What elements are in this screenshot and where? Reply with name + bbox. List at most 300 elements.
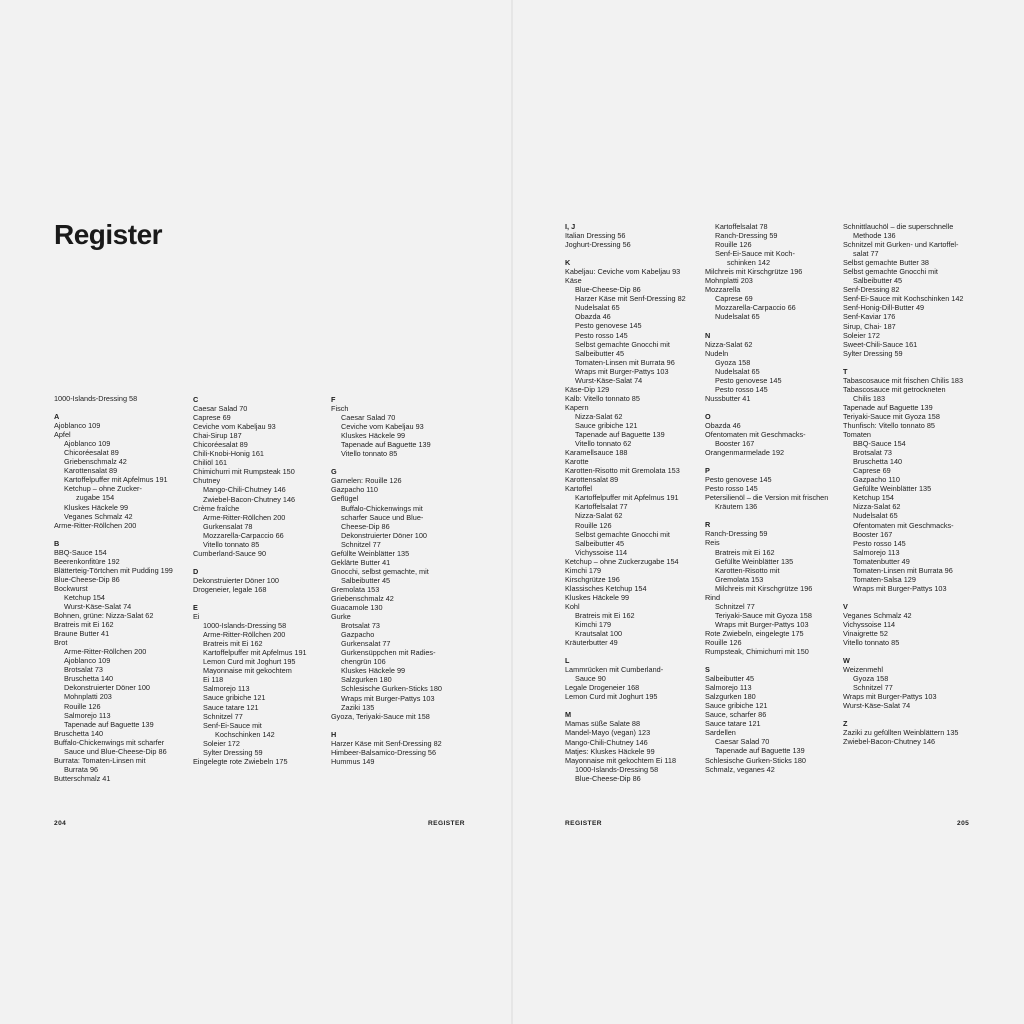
index-entry: Kluskes Häckele 99 [565, 592, 630, 602]
index-entry: Mayonnaise mit gekochtem Ei 118 [565, 755, 676, 765]
index-entry: Senf-Dressing 82 [843, 285, 900, 295]
index-entry: Crème fraîche [193, 503, 240, 513]
index-entry: Blätterteig-Törtchen mit Pudding 199 [54, 565, 173, 575]
index-subentry: Pesto rosso 145 [715, 384, 768, 394]
letter-heading: V [843, 601, 848, 611]
index-entry: Caesar Salad 70 [193, 404, 248, 414]
index-entry: Mandel-Mayo (vegan) 123 [565, 728, 651, 738]
index-subentry: Salbeibutter 45 [575, 348, 625, 358]
index-entry: Kalb: Vitello tonnato 85 [565, 393, 640, 403]
index-entry: Gefüllte Weinblätter 135 [331, 548, 410, 558]
letter-heading: K [565, 258, 571, 268]
index-entry: Italian Dressing 56 [565, 231, 626, 241]
index-subentry: Ketchup 154 [64, 592, 105, 602]
index-subentry: Nizza-Salat 62 [853, 502, 901, 512]
index-entry: Guacamole 130 [331, 603, 383, 613]
index-subentry: Vitello tonnato 85 [203, 539, 260, 549]
index-entry: Brot [54, 638, 68, 648]
index-subentry: Vitello tonnato 62 [575, 439, 632, 449]
index-subentry: Schnitzel 77 [853, 683, 893, 693]
index-subentry: Gefüllte Weinblätter 135 [853, 484, 932, 494]
index-subentry: Ketchup – ohne Zucker- [64, 484, 142, 494]
index-entry: Dekonstruierter Döner 100 [193, 575, 279, 585]
index-entry: Thunfisch: Vitello tonnato 85 [843, 420, 935, 430]
index-subentry: Harzer Käse mit Senf-Dressing 82 [575, 294, 686, 304]
index-subentry: Salmorejo 113 [203, 684, 250, 694]
index-subentry: Kartoffelpuffer mit Apfelmus 191 [575, 493, 679, 503]
index-subentry: Kluskes Häckele 99 [64, 502, 129, 512]
index-subentry: Ketchup 154 [853, 493, 894, 503]
index-entry: Legale Drogeneier 168 [565, 683, 640, 693]
index-entry: Karamellsauce 188 [565, 448, 628, 458]
index-subentry: Buffalo-Chickenwings mit [341, 503, 423, 513]
index-entry: Wurst-Käse-Salat 74 [843, 701, 911, 711]
index-subentry: Sylter Dressing 59 [203, 747, 263, 757]
index-entry: Sirup, Chai- 187 [843, 321, 896, 331]
index-subentry: Caesar Salad 70 [715, 737, 770, 747]
index-subentry: Karottensalat 89 [64, 466, 118, 476]
index-subentry: Gyoza 158 [853, 674, 889, 684]
index-subentry: Methode 136 [853, 231, 896, 241]
letter-heading: I, J [565, 222, 576, 231]
index-subentry: Wurst-Käse-Salat 74 [575, 375, 643, 385]
index-subentry: Tapenade auf Baguette 139 [575, 430, 665, 440]
index-entry: Butterschmalz 41 [54, 773, 111, 783]
index-column-5 [705, 222, 841, 774]
index-entry: Käse [565, 276, 582, 286]
index-subentry: Zaziki 135 [341, 702, 375, 712]
running-head-right: REGISTER [565, 820, 602, 827]
index-entry: Apfel [54, 430, 71, 440]
index-entry: Schmalz, veganes 42 [705, 764, 775, 774]
index-subentry: Mohnplatti 203 [64, 692, 112, 702]
index-entry: Zwiebel-Bacon-Chutney 146 [843, 737, 936, 747]
index-entry: Sweet-Chili-Sauce 161 [843, 339, 918, 349]
index-subentry: Caprese 69 [853, 466, 891, 476]
index-subentry: salat 77 [853, 249, 879, 259]
index-subentry: Tomatenbutter 49 [853, 556, 910, 566]
index-entry: Mamas süße Salate 88 [565, 719, 641, 729]
letter-heading: F [331, 395, 336, 404]
index-entry: Senf-Ei-Sauce mit Kochschinken 142 [843, 294, 964, 304]
index-subentry: Bratreis mit Ei 162 [575, 610, 635, 620]
index-entry: Hummus 149 [331, 756, 375, 766]
letter-heading: R [705, 520, 711, 530]
index-subentry: Booster 167 [715, 439, 755, 449]
index-entry: Orangenmarmelade 192 [705, 448, 785, 458]
index-entry: Mohnplatti 203 [705, 276, 753, 286]
index-entry: Karotten-Risotto mit Gremolata 153 [565, 466, 680, 476]
index-entry: Pesto rosso 145 [705, 484, 758, 494]
letter-heading: N [705, 330, 711, 340]
index-entry: Himbeer-Balsamico-Dressing 56 [331, 747, 437, 757]
index-subentry: Wraps mit Burger-Pattys 103 [715, 619, 809, 629]
index-subentry: Mozzarella-Carpaccio 66 [715, 303, 796, 313]
page-number-left: 204 [54, 820, 67, 827]
index-subentry: Ceviche vom Kabeljau 93 [341, 422, 424, 432]
index-entry: Klassisches Ketchup 154 [565, 583, 647, 593]
index-entry: Sardellen [705, 728, 736, 738]
index-subentry: Kartoffelsalat 78 [715, 222, 768, 231]
index-subentry: Salzgurken 180 [341, 675, 392, 685]
index-subentry: Sauce gribiche 121 [575, 420, 638, 430]
index-entry: Zaziki zu gefüllten Weinblättern 135 [843, 728, 959, 738]
index-entry: Beerenkonfitüre 192 [54, 556, 120, 566]
index-subentry: Tapenade auf Baguette 139 [715, 746, 805, 756]
index-entry: Mango-Chili-Chutney 146 [565, 737, 648, 747]
index-subentry: Ajoblanco 109 [64, 656, 111, 666]
index-entry: Braune Butter 41 [54, 629, 110, 639]
index-entry: Soleier 172 [843, 330, 880, 340]
index-subentry: Mozzarella-Carpaccio 66 [203, 530, 284, 540]
index-entry: Ceviche vom Kabeljau 93 [193, 422, 276, 432]
index-entry: Obazda 46 [705, 420, 741, 430]
index-entry: Sauce tatare 121 [705, 719, 761, 729]
index-subentry: Sauce und Blue-Cheese-Dip 86 [64, 746, 167, 756]
letter-heading: G [331, 467, 337, 477]
letter-heading: H [331, 729, 337, 739]
index-subentry: Wurst-Käse-Salat 74 [64, 601, 132, 611]
index-entry: Vitello tonnato 85 [843, 638, 900, 648]
index-subentry: Gazpacho 110 [853, 475, 900, 485]
index-column-6 [843, 222, 979, 747]
index-entry: Rumpsteak, Chimichurri mit 150 [705, 647, 809, 657]
index-subentry: Tomaten-Linsen mit Burrata 96 [575, 357, 675, 367]
index-entry: Burrata: Tomaten-Linsen mit [54, 755, 146, 765]
index-subentry: Schlesische Gurken-Sticks 180 [341, 684, 442, 694]
index-column-4 [565, 222, 701, 783]
index-entry: Cumberland-Sauce 90 [193, 548, 267, 558]
index-subentry: Kartoffelpuffer mit Apfelmus 191 [64, 475, 168, 485]
index-subentry: Salbeibutter 45 [853, 276, 903, 286]
index-entry: Wraps mit Burger-Pattys 103 [843, 692, 937, 702]
index-subentry: Ranch-Dressing 59 [715, 231, 778, 241]
index-subentry: Nudelsalat 65 [715, 312, 760, 322]
page-gutter [511, 0, 513, 1024]
page-title: Register [54, 219, 163, 250]
index-entry: Salmorejo 113 [705, 683, 752, 693]
index-subentry: Nudelsalat 65 [715, 366, 760, 376]
index-subentry: Kimchi 179 [575, 620, 612, 630]
index-subentry: Ei 118 [203, 675, 224, 685]
index-subentry: Soleier 172 [203, 738, 240, 748]
index-entry: Bockwurst [54, 583, 88, 593]
index-subentry: Pesto genovese 145 [715, 375, 782, 385]
index-entry: Schnitzel mit Gurken- und Kartoffel- [843, 240, 959, 250]
index-subentry: Krautsalat 100 [575, 629, 623, 639]
index-subentry: Mayonnaise mit gekochtem [203, 666, 292, 676]
index-subentry: Blue-Cheese-Dip 86 [575, 773, 641, 783]
letter-heading: B [54, 538, 60, 548]
letter-heading: M [565, 710, 572, 720]
index-entry: Salzgurken 180 [705, 692, 756, 702]
index-entry: Veganes Schmalz 42 [843, 610, 912, 620]
index-subentry: Wraps mit Burger-Pattys 103 [853, 583, 947, 593]
index-entry: Milchreis mit Kirschgrütze 196 [705, 267, 803, 277]
index-subentry: Bratreis mit Ei 162 [715, 547, 775, 557]
index-entry: Weizenmehl [843, 665, 884, 675]
index-entry: Griebenschmalz 42 [331, 593, 394, 603]
index-entry: Selbst gemachte Gnocchi mit [843, 267, 938, 277]
index-subentry: Schnitzel 77 [341, 539, 381, 549]
index-subentry: Chilis 183 [853, 393, 886, 403]
index-subentry: Brotsalat 73 [341, 621, 380, 631]
index-entry: Kräuterbutter 49 [565, 638, 618, 648]
index-entry: Garnelen: Rouille 126 [331, 476, 402, 486]
index-subentry: Obazda 46 [575, 312, 611, 322]
index-subentry: Sauce 90 [575, 674, 606, 684]
index-continuation: schinken 142 [727, 258, 771, 268]
index-entry: Gazpacho 110 [331, 485, 378, 495]
index-entry: Chai-Sirup 187 [193, 431, 242, 441]
index-entry: Joghurt-Dressing 56 [565, 240, 631, 250]
index-subentry: Nudelsalat 65 [853, 511, 898, 521]
index-entry: Ketchup – ohne Zuckerzugabe 154 [565, 556, 679, 566]
index-subentry: Veganes Schmalz 42 [64, 511, 133, 521]
index-entry: Eingelegte rote Zwiebeln 175 [193, 756, 288, 766]
index-subentry: Senf-Ei-Sauce mit Koch- [715, 249, 795, 259]
letter-heading: Z [843, 719, 848, 729]
index-subentry: Kartoffelpuffer mit Apfelmus 191 [203, 648, 307, 658]
index-entry: Senf-Kaviar 176 [843, 312, 896, 322]
index-entry: Nizza-Salat 62 [705, 339, 753, 349]
index-subentry: Gefüllte Weinblätter 135 [715, 556, 794, 566]
index-subentry: Nizza-Salat 62 [575, 511, 623, 521]
index-column-1 [54, 394, 190, 783]
index-entry: Salbeibutter 45 [705, 674, 755, 684]
index-entry: Nussbutter 41 [705, 393, 751, 403]
index-entry: Pesto genovese 145 [705, 475, 772, 485]
index-subentry: 1000-Islands-Dressing 58 [575, 764, 659, 774]
index-subentry: Chicoréesalat 89 [64, 448, 119, 458]
index-entry: Matjes: Kluskes Häckele 99 [565, 746, 655, 756]
index-subentry: Blue-Cheese-Dip 86 [575, 285, 641, 295]
index-subentry: Nizza-Salat 62 [575, 411, 623, 421]
letter-heading: O [705, 411, 711, 421]
index-entry: BBQ-Sauce 154 [54, 547, 107, 557]
index-subentry: Booster 167 [853, 529, 893, 539]
running-head-left: REGISTER [428, 820, 465, 827]
letter-heading: L [565, 656, 570, 666]
index-subentry: Burrata 96 [64, 764, 99, 774]
index-subentry: Lemon Curd mit Joghurt 195 [203, 657, 296, 667]
letter-heading: W [843, 656, 850, 666]
index-subentry: 1000-Islands-Dressing 58 [203, 621, 287, 631]
index-subentry: Sauce gribiche 121 [203, 693, 266, 703]
index-entry: Chutney [193, 476, 221, 486]
index-subentry: Tomaten-Linsen mit Burrata 96 [853, 565, 953, 575]
index-entry: Ofentomaten mit Geschmacks- [705, 429, 806, 439]
index-subentry: Caprese 69 [715, 294, 753, 304]
letter-heading: T [843, 366, 848, 376]
index-subentry: Tomaten-Salsa 129 [853, 574, 916, 584]
index-subentry: Kluskes Häckele 99 [341, 431, 406, 441]
index-entry: Kartoffel [565, 484, 593, 494]
index-subentry: Ajoblanco 109 [64, 439, 111, 449]
index-subentry: Kluskes Häckele 99 [341, 666, 406, 676]
index-entry: Bruschetta 140 [54, 728, 104, 738]
index-entry: Petersilienöl – die Version mit frischen [705, 493, 829, 503]
index-subentry: Rouille 126 [575, 520, 612, 530]
index-subentry: chengrün 106 [341, 657, 386, 667]
index-entry: Caprese 69 [193, 413, 231, 423]
index-subentry: Wraps mit Burger-Pattys 103 [575, 366, 669, 376]
index-entry: Teriyaki-Sauce mit Gyoza 158 [843, 411, 940, 421]
index-entry: Gnocchi, selbst gemachte, mit [331, 566, 429, 576]
index-entry: Sylter Dressing 59 [843, 348, 903, 358]
index-entry: Chicoréesalat 89 [193, 440, 248, 450]
index-entry: Lammrücken mit Cumberland- [565, 665, 664, 675]
index-continuation: zugabe 154 [76, 493, 115, 503]
index-entry: Sauce gribiche 121 [705, 701, 768, 711]
index-entry: Tomaten [843, 430, 871, 440]
index-subentry: Karotten-Risotto mit [715, 565, 780, 575]
index-subentry: Griebenschmalz 42 [64, 457, 127, 467]
index-entry: Selbst gemachte Butter 38 [843, 258, 929, 268]
index-subentry: Dekonstruierter Döner 100 [64, 683, 150, 693]
index-entry: Fisch [331, 404, 349, 414]
index-entry: Reis [705, 538, 720, 548]
index-subentry: Kartoffelsalat 77 [575, 502, 628, 512]
index-entry: Gurke [331, 612, 351, 622]
index-subentry: Arme-Ritter-Röllchen 200 [203, 512, 286, 522]
index-subentry: Nudelsalat 65 [575, 303, 620, 313]
index-entry: Ranch-Dressing 59 [705, 529, 768, 539]
index-subentry: Senf-Ei-Sauce mit [203, 720, 262, 730]
index-subentry: Vichyssoise 114 [575, 547, 628, 557]
index-subentry: Schnitzel 77 [203, 711, 243, 721]
index-subentry: Gazpacho [341, 630, 375, 640]
letter-heading: P [705, 466, 710, 476]
index-subentry: Bruschetta 140 [64, 674, 114, 684]
index-entry: Tabascosauce mit getrockneten [843, 384, 946, 394]
index-entry: Chiliöl 161 [193, 458, 228, 468]
index-entry: Gremolata 153 [331, 584, 380, 594]
index-entry: Käse-Dip 129 [565, 384, 610, 394]
index-subentry: Schnitzel 77 [715, 601, 755, 611]
index-subentry: Pesto rosso 145 [853, 538, 906, 548]
index-entry: Geklärte Butter 41 [331, 557, 391, 567]
index-column-3 [331, 395, 467, 766]
index-subentry: Salmorejo 113 [64, 710, 111, 720]
letter-heading: D [193, 566, 199, 576]
index-subentry: Gurkensalat 77 [341, 639, 391, 649]
index-entry: Bohnen, grüne: Nizza-Salat 62 [54, 611, 154, 621]
index-subentry: Pesto rosso 145 [575, 330, 628, 340]
index-subentry: Teriyaki-Sauce mit Gyoza 158 [715, 610, 812, 620]
index-subentry: Sauce tatare 121 [203, 702, 259, 712]
index-subentry: Selbst gemachte Gnocchi mit [575, 529, 670, 539]
index-entry: Schnittlauchöl – die superschnelle [843, 222, 954, 231]
index-subentry: Gurkensüppchen mit Radies- [341, 648, 436, 658]
index-subentry: Kräutern 136 [715, 502, 758, 512]
index-subentry: Bratreis mit Ei 162 [203, 639, 263, 649]
index-subentry: Vitello tonnato 85 [341, 449, 398, 459]
index-entry: Blue-Cheese-Dip 86 [54, 574, 120, 584]
index-subentry: Salbeibutter 45 [575, 538, 625, 548]
index-entry: Kohl [565, 601, 580, 611]
index-subentry: Tapenade auf Baguette 139 [341, 440, 431, 450]
index-entry: Tapenade auf Baguette 139 [843, 402, 933, 412]
index-subentry: Gyoza 158 [715, 357, 751, 367]
index-entry: Kabeljau: Ceviche vom Kabeljau 93 [565, 267, 681, 277]
index-subentry: Salmorejo 113 [853, 547, 900, 557]
index-entry: Vichyssoise 114 [843, 619, 896, 629]
index-entry: Rind [705, 592, 721, 602]
index-entry: Buffalo-Chickenwings mit scharfer [54, 737, 165, 747]
index-subentry: Bruschetta 140 [853, 457, 903, 467]
index-subentry: Caesar Salad 70 [341, 413, 396, 423]
index-entry: Chimichurri mit Rumpsteak 150 [193, 467, 295, 477]
page-number-right: 205 [957, 820, 970, 827]
index-continuation: Kochschinken 142 [215, 729, 275, 739]
letter-heading: A [54, 412, 60, 422]
index-entry: Sauce, scharfer 86 [705, 710, 767, 720]
index-entry: 1000-Islands-Dressing 58 [54, 394, 138, 403]
index-entry: Geflügel [331, 494, 359, 504]
index-subentry: Milchreis mit Kirschgrütze 196 [715, 583, 813, 593]
index-entry: Schlesische Gurken-Sticks 180 [705, 755, 806, 765]
index-subentry: Wraps mit Burger-Pattys 103 [341, 693, 435, 703]
index-entry: Rote Zwiebeln, eingelegte 175 [705, 628, 804, 638]
index-subentry: Gremolata 153 [715, 574, 764, 584]
index-subentry: Zwiebel-Bacon-Chutney 146 [203, 494, 296, 504]
index-subentry: Arme-Ritter-Röllchen 200 [64, 647, 147, 657]
index-subentry: Cheese-Dip 86 [341, 521, 390, 531]
index-subentry: Brotsalat 73 [64, 665, 103, 675]
index-subentry: Rouille 126 [715, 240, 752, 250]
index-subentry: Brotsalat 73 [853, 448, 892, 458]
index-entry: Ei [193, 612, 200, 622]
letter-heading: S [705, 665, 710, 675]
index-entry: Mozzarella [705, 285, 741, 295]
index-entry: Vinaigrette 52 [843, 629, 888, 639]
index-subentry: BBQ-Sauce 154 [853, 439, 906, 449]
index-subentry: Tapenade auf Baguette 139 [64, 719, 154, 729]
index-entry: Arme-Ritter-Röllchen 200 [54, 520, 137, 530]
index-entry: Karotte [565, 457, 589, 467]
index-entry: Gyoza, Teriyaki-Sauce mit 158 [331, 711, 430, 721]
index-entry: Kirschgrütze 196 [565, 574, 620, 584]
index-subentry: Gurkensalat 78 [203, 521, 253, 531]
index-entry: Nudeln [705, 348, 729, 358]
index-subentry: Selbst gemachte Gnocchi mit [575, 339, 670, 349]
index-subentry: Arme-Ritter-Röllchen 200 [203, 630, 286, 640]
index-subentry: Ofentomaten mit Geschmacks- [853, 520, 954, 530]
index-entry: Rouille 126 [705, 637, 742, 647]
index-subentry: Dekonstruierter Döner 100 [341, 530, 427, 540]
index-entry: Lemon Curd mit Joghurt 195 [565, 692, 658, 702]
index-entry: Bratreis mit Ei 162 [54, 620, 114, 630]
index-subentry: Salbeibutter 45 [341, 575, 391, 585]
index-entry: Kapern [565, 402, 589, 412]
letter-heading: E [193, 602, 198, 612]
letter-heading: C [193, 395, 199, 404]
index-subentry: Mango-Chili-Chutney 146 [203, 485, 286, 495]
index-subentry: Rouille 126 [64, 701, 101, 711]
index-column-2 [193, 395, 329, 766]
index-entry: Harzer Käse mit Senf-Dressing 82 [331, 738, 442, 748]
index-entry: Tabascosauce mit frischen Chilis 183 [843, 375, 964, 385]
index-entry: Karottensalat 89 [565, 475, 619, 485]
index-entry: Senf-Honig-Dill-Butter 49 [843, 303, 925, 313]
index-entry: Ajoblanco 109 [54, 421, 101, 431]
index-entry: Drogeneier, legale 168 [193, 584, 267, 594]
index-subentry: Pesto genovese 145 [575, 321, 642, 331]
index-entry: Chili-Knobi-Honig 161 [193, 449, 264, 459]
index-subentry: scharfer Sauce und Blue- [341, 512, 424, 522]
index-entry: Kimchi 179 [565, 565, 602, 575]
